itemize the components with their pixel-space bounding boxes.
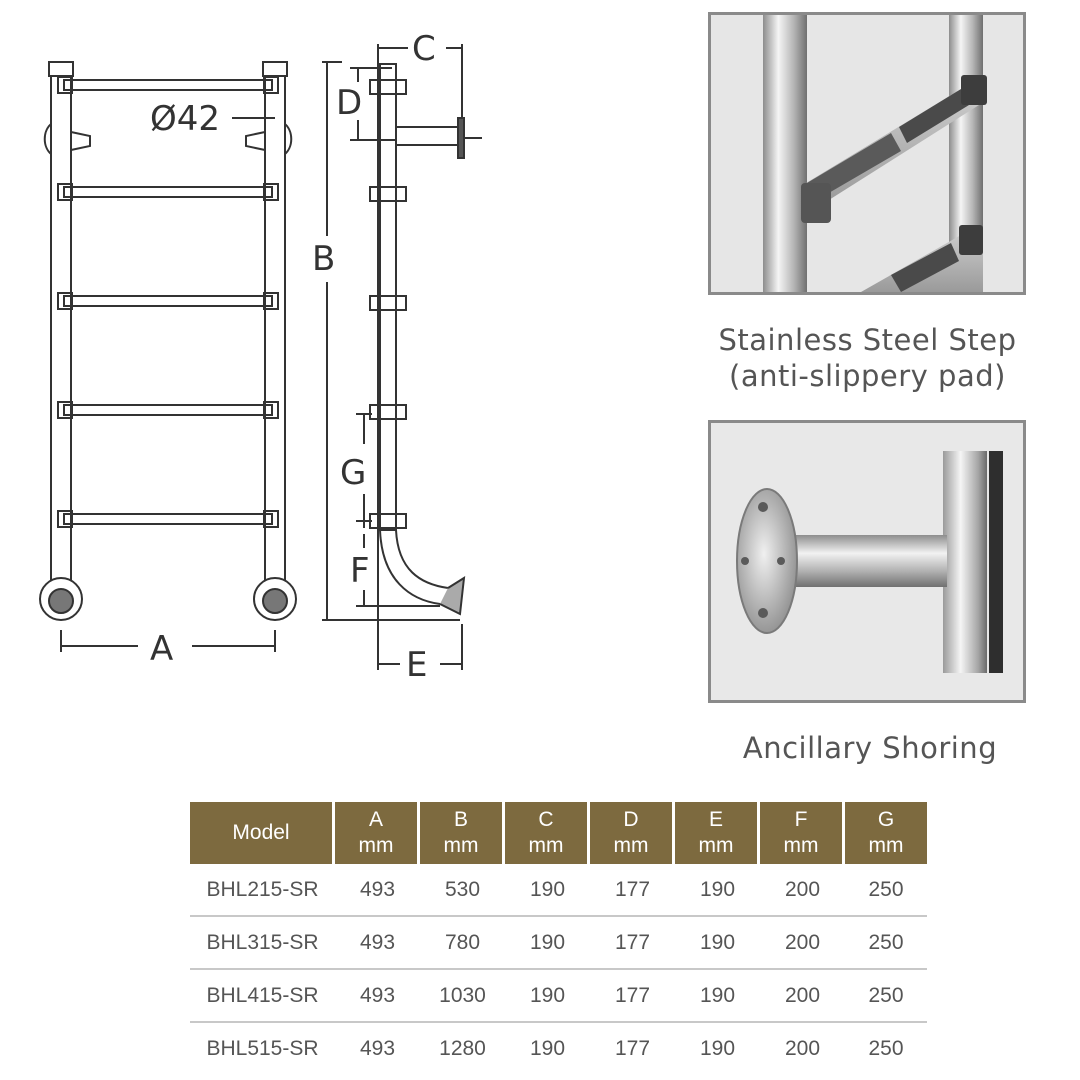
dimension-label-f: F xyxy=(350,551,370,591)
cell-c: 190 xyxy=(505,864,590,917)
cell-f: 200 xyxy=(760,917,845,970)
header-a-label: A xyxy=(368,808,383,831)
header-a xyxy=(335,802,420,864)
dimension-label-e: E xyxy=(406,645,428,685)
table-row xyxy=(190,917,927,970)
header-g xyxy=(845,802,927,864)
cell-model: BHL315-SR xyxy=(190,917,335,970)
dimension-label-d: D xyxy=(336,83,363,123)
cell-a: 493 xyxy=(359,1036,396,1060)
cell-f: 200 xyxy=(760,970,845,1023)
cell-c: 190 xyxy=(529,1036,566,1060)
cell-g: 250 xyxy=(845,970,927,1023)
header-e-unit: mm xyxy=(698,834,734,857)
header-d-unit: mm xyxy=(613,834,649,857)
header-g-unit: mm xyxy=(868,834,904,857)
header-f-label: F xyxy=(794,808,808,831)
dimension-label-diameter: Ø42 xyxy=(150,99,221,139)
cell-a: 493 xyxy=(335,917,420,970)
table-header-row xyxy=(190,802,927,864)
header-f xyxy=(760,802,845,864)
cell-model: BHL415-SR xyxy=(190,970,335,1023)
ancillary-shoring-photo xyxy=(708,420,1026,703)
cell-c: 190 xyxy=(505,970,590,1023)
shoring-photo-caption xyxy=(720,730,1020,766)
cell-a: 493 xyxy=(335,864,420,917)
header-b-unit: mm xyxy=(443,834,479,857)
cell-d: 177 xyxy=(614,1036,651,1060)
step-photo-caption xyxy=(700,322,1035,394)
header-e xyxy=(675,802,760,864)
header-g-label: G xyxy=(877,808,895,831)
cell-e: 190 xyxy=(699,1036,736,1060)
cell-e: 190 xyxy=(675,864,760,917)
header-b-label: B xyxy=(453,808,468,831)
header-b xyxy=(420,802,505,864)
cell-e: 190 xyxy=(675,970,760,1023)
dimension-label-a: A xyxy=(150,629,174,669)
table-row xyxy=(190,1023,927,1074)
header-d-label: D xyxy=(623,808,639,831)
table-row xyxy=(190,970,927,1023)
shoring-caption-line1: Ancillary Shoring xyxy=(742,731,998,765)
header-a-unit: mm xyxy=(358,834,394,857)
cell-g: 250 xyxy=(868,1036,904,1060)
ladder-technical-drawing xyxy=(0,0,700,700)
cell-b: 530 xyxy=(420,864,505,917)
spec-table xyxy=(190,802,927,1074)
cell-d: 177 xyxy=(590,917,675,970)
dimension-label-c: C xyxy=(412,29,436,69)
header-c-unit: mm xyxy=(528,834,564,857)
step-caption-line2: (anti-slippery pad) xyxy=(729,359,1006,393)
stainless-step-photo xyxy=(708,12,1026,295)
header-f-unit: mm xyxy=(783,834,819,857)
cell-e: 190 xyxy=(675,917,760,970)
step-caption-line1: Stainless Steel Step xyxy=(718,323,1017,357)
cell-d: 177 xyxy=(590,864,675,917)
header-model-label: Model xyxy=(232,821,290,844)
cell-model: BHL515-SR xyxy=(206,1036,319,1060)
cell-b: 1030 xyxy=(420,970,505,1023)
cell-b: 780 xyxy=(420,917,505,970)
cell-model: BHL215-SR xyxy=(190,864,335,917)
dimension-label-b: B xyxy=(312,239,336,279)
header-model xyxy=(190,802,335,864)
header-d xyxy=(590,802,675,864)
cell-g: 250 xyxy=(845,917,927,970)
cell-b: 1280 xyxy=(439,1036,486,1060)
cell-f: 200 xyxy=(760,864,845,917)
header-c-label: C xyxy=(538,808,554,831)
cell-a: 493 xyxy=(335,970,420,1023)
cell-c: 190 xyxy=(505,917,590,970)
dimension-label-g: G xyxy=(340,453,367,493)
header-c xyxy=(505,802,590,864)
cell-d: 177 xyxy=(590,970,675,1023)
cell-f: 200 xyxy=(784,1036,821,1060)
cell-g: 250 xyxy=(845,864,927,917)
header-e-label: E xyxy=(708,808,723,831)
table-row xyxy=(190,864,927,917)
